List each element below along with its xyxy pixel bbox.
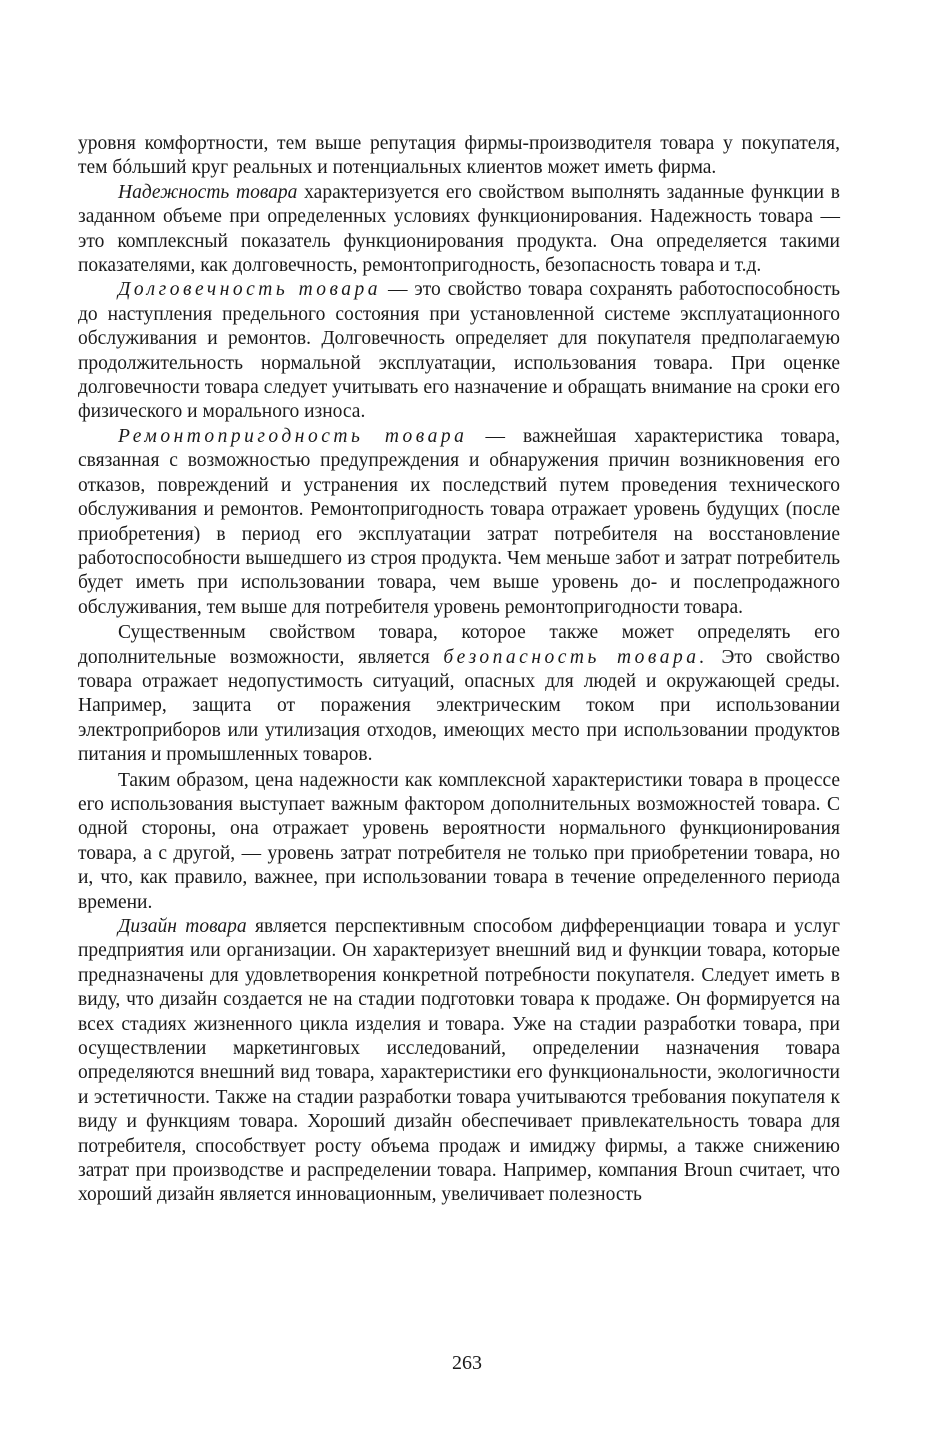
term-reliability: Надежность товара (118, 181, 298, 203)
paragraph-text: Существенным свойством товара, которое также может определять его дополнительные возможности, является (78, 622, 840, 668)
paragraph-design (78, 915, 840, 1208)
paragraph-reliability-price (78, 769, 840, 915)
paragraph-maintainability (78, 425, 840, 620)
paragraph-text: Таким образом, цена надежности как комплексной характеристики товара в процессе его использования выступает важным фактором дополнительных возможностей товара. С одной стороны, она отражает уровень вероятности нормального функционирования товара, а с другой, — уровень затрат потребителя не только при приобретении товара, но и, что, как правило, важнее, при использовании товара в течение определенного периода времени. (78, 769, 840, 913)
paragraph-text: Это свойство товара отражает недопустимость ситуаций, опасных для людей и окружающей среды. Например, защита от поражения электрическим током при использовании электроприборов или утилизация отходов, имеющих место при использовании продуктов питания и промышленных товаров. (78, 646, 840, 766)
page-number: 263 (452, 1352, 482, 1374)
paragraph-text: является перспективным способом дифференциации товара и услуг предприятия или организации. Он характеризует внешний вид и функции товара, которые предназначены для удовлетворения конкретной потребности покупателя. Следует иметь в виду, что дизайн создается не на стадии подготовки товара к продаже. Он формируется на всех стадиях жизненного цикла изделия и товара. Уже на стадии разработки товара, при осуществлении маркетинговых исследований, определении назначения товара определяются внешний вид товара, характеристики его функциональности, экологичности и эстетичности. Также на стадии разработки товара учитываются требования покупателя к виду и функциям товара. Хороший дизайн обеспечивает привлекательность товара для потребителя, способствует росту объема продаж и имиджу фирмы, а также снижению затрат при производстве и распределении товара. Например, компания Broun считает, что хороший дизайн является инновационным, увеличивает полезность (78, 916, 841, 1206)
paragraph-reliability (78, 181, 840, 279)
paragraph-durability (78, 278, 840, 424)
paragraph-text: характеризуется его свойством выполнять заданные функции в заданном объеме при определенных условиях функционирования. Надежность товара — это комплексный показатель функционирования продукта. Она определяется такими показателями, как долговечность, ремонтопригодность, безопасность товара и т.д. (78, 181, 840, 277)
paragraph-text: — это свойство товара сохранять работоспособность до наступления предельного состояния при установленной системе эксплуатационного обслуживания и ремонтов. Долговечность определяет для покупателя предполагаемую продолжительность нормальной эксплуатации, использования товара. При оценке долговечности товара следует учитывать его назначение и обращать внимание на сроки его физического и морального износа. (78, 279, 840, 423)
paragraph-text: уровня комфортности, тем выше репутация фирмы-производителя товара у покупателя, тем бóльший круг реальных и потенциальных клиентов может иметь фирма. (78, 133, 840, 179)
term-design: Дизайн товара (118, 916, 247, 937)
term-maintainability: Ремонтопригодность товара (118, 425, 468, 447)
body-text (78, 132, 840, 1208)
paragraph-comfort-continuation (78, 132, 840, 181)
paragraph-safety (78, 621, 840, 767)
paragraph-text: — важнейшая характеристика товара, связанная с возможностью предупреждения и обнаружения причин возникновения его отказов, повреждений и устранения их последствий путем проведения технического обслуживания и ремонтов. Ремонтопригодность товара отражает уровень будущих (после приобретения) в период его эксплуатации затрат потребителя на восстановление работоспособности вышедшего из строя продукта. Чем меньше забот и затрат потребитель будет иметь при использовании товара, чем выше уровень до- и послепродажного обслуживания, тем выше для потребителя уровень ремонтопригодности товара. (78, 425, 840, 618)
term-safety: безопасность товара. (443, 646, 708, 668)
term-durability: Долговечность товара (118, 279, 382, 301)
